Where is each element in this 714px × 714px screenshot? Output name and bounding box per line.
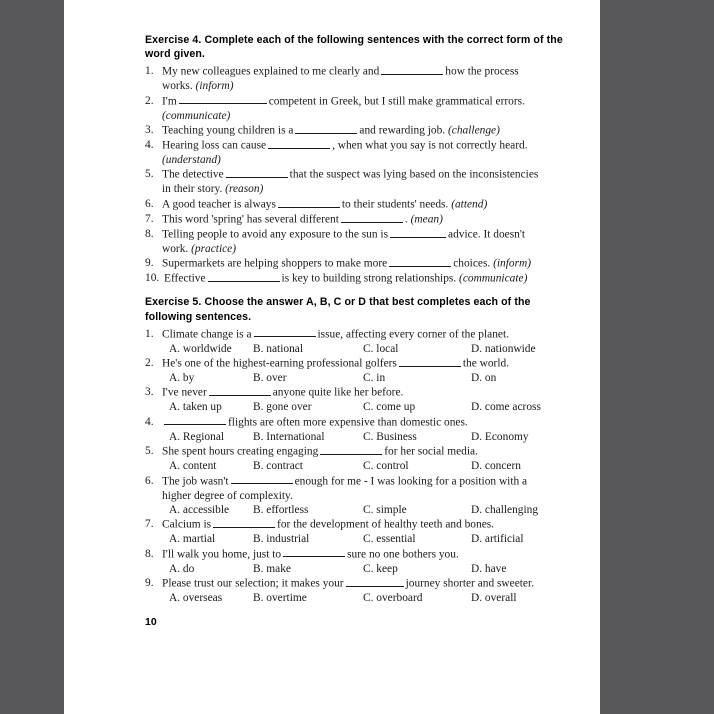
mc-question-item xyxy=(145,576,579,591)
answer-blank[interactable] xyxy=(295,123,357,134)
question-number: 3. xyxy=(145,123,154,136)
mc-option-d[interactable]: D. have xyxy=(471,562,507,575)
question-post: flights are often more expensive than domestic ones. xyxy=(228,416,468,429)
question-item xyxy=(145,212,579,227)
answer-blank[interactable] xyxy=(283,547,345,558)
question-item xyxy=(145,94,579,109)
mc-option-a[interactable]: A. martial xyxy=(169,533,216,546)
mc-option-b[interactable]: B. make xyxy=(253,562,291,575)
answer-blank[interactable] xyxy=(399,356,461,367)
mc-option-d[interactable]: D. concern xyxy=(471,460,521,473)
mc-options-row xyxy=(169,459,579,473)
question-post: , when what you say is not correctly heard. xyxy=(332,139,528,152)
question-pre: Please trust our selection; it makes your xyxy=(162,577,344,590)
answer-blank[interactable] xyxy=(213,517,275,528)
mc-option-c[interactable]: C. simple xyxy=(363,504,407,517)
question-pre: Supermarkets are helping shoppers to make more xyxy=(162,258,388,271)
question-post: the world. xyxy=(462,357,510,370)
question-pre: Telling people to avoid any exposure to the sun is xyxy=(162,228,389,241)
question-item xyxy=(145,138,579,153)
mc-option-c[interactable]: C. Business xyxy=(363,430,417,443)
mc-question-item xyxy=(145,517,579,532)
mc-options-row xyxy=(169,562,579,576)
question-post: how the process xyxy=(445,65,519,78)
question-text xyxy=(162,385,579,400)
question-number: 2. xyxy=(145,356,154,369)
question-number: 1. xyxy=(145,327,154,340)
page-number: 10 xyxy=(145,615,157,628)
question-text xyxy=(162,64,579,79)
question-post: to their students' needs. xyxy=(341,198,449,211)
answer-blank[interactable] xyxy=(164,415,226,426)
question-number: 6. xyxy=(145,197,154,210)
question-post: and rewarding job. xyxy=(359,124,446,137)
mc-option-d[interactable]: D. overall xyxy=(471,592,517,605)
question-pre: She spent hours creating engaging xyxy=(162,445,319,458)
mc-question-item xyxy=(145,547,579,562)
mc-option-b[interactable]: B. industrial xyxy=(253,533,310,546)
mc-options-row xyxy=(169,400,579,414)
mc-option-c[interactable]: C. local xyxy=(363,342,399,355)
right-margin-shade xyxy=(600,0,714,714)
answer-blank[interactable] xyxy=(381,64,443,75)
word-hint: (communicate) xyxy=(162,109,231,122)
question-post: enough for me - I was looking for a position with a xyxy=(294,475,528,488)
word-hint: (challenge) xyxy=(448,124,500,137)
mc-option-d[interactable]: D. on xyxy=(471,372,497,385)
question-number: 4. xyxy=(145,415,154,428)
question-wrapped-line: works. (inform) xyxy=(162,80,234,93)
mc-option-b[interactable]: B. national xyxy=(253,342,303,355)
word-hint: (reason) xyxy=(225,183,264,196)
word-hint: (inform) xyxy=(493,258,532,271)
mc-question-item xyxy=(145,474,579,489)
question-post: is key to building strong relationships. xyxy=(281,273,457,286)
question-pre: Climate change is a xyxy=(162,328,252,341)
mc-option-d[interactable]: D. challenging xyxy=(471,504,539,517)
mc-option-b[interactable]: B. contract xyxy=(253,460,303,473)
question-pre: This word 'spring' has several different xyxy=(162,213,339,226)
question-item xyxy=(145,227,579,242)
mc-option-a[interactable]: A. taken up xyxy=(169,401,222,414)
question-post: . xyxy=(404,213,408,226)
question-post: that the suspect was lying based on the inconsistencies xyxy=(289,169,539,182)
question-pre: The detective xyxy=(162,169,224,182)
question-text xyxy=(162,576,579,591)
answer-blank[interactable] xyxy=(179,94,267,105)
question-item xyxy=(145,271,579,286)
question-wrapped-line: higher degree of complexity. xyxy=(162,489,293,502)
question-post: choices. xyxy=(453,258,491,271)
mc-question-item xyxy=(145,444,579,459)
mc-question-item xyxy=(145,385,579,400)
question-pre: I've never xyxy=(162,387,207,400)
answer-blank[interactable] xyxy=(346,576,404,587)
question-text xyxy=(162,94,579,109)
mc-option-c[interactable]: C. in xyxy=(363,372,386,385)
page-content xyxy=(145,33,579,629)
mc-option-b[interactable]: B. over xyxy=(253,372,287,385)
answer-blank[interactable] xyxy=(268,138,330,149)
question-number: 9. xyxy=(145,257,154,270)
mc-option-c[interactable]: C. overboard xyxy=(363,592,423,605)
question-text xyxy=(164,271,579,286)
question-text xyxy=(162,212,579,227)
mc-option-b[interactable]: B. effortless xyxy=(253,504,309,517)
question-number: 2. xyxy=(145,94,154,107)
answer-blank[interactable] xyxy=(209,385,271,396)
question-pre: He's one of the highest-earning professional golfers xyxy=(162,357,397,370)
mc-option-b[interactable]: B. overtime xyxy=(253,592,307,605)
mc-option-a[interactable]: A. do xyxy=(169,562,195,575)
question-text xyxy=(162,547,579,562)
word-hint: (communicate) xyxy=(459,273,528,286)
question-number: 5. xyxy=(145,445,154,458)
mc-option-b[interactable]: B. gone over xyxy=(253,401,312,414)
question-text xyxy=(162,167,579,182)
answer-blank[interactable] xyxy=(341,212,403,223)
question-text xyxy=(162,474,579,489)
question-number: 10. xyxy=(145,272,160,285)
question-wrapped-line xyxy=(162,153,579,167)
question-text xyxy=(162,517,579,532)
question-post: competent in Greek, but I still make grammatical errors. xyxy=(268,95,525,108)
mc-option-c[interactable]: C. come up xyxy=(363,401,416,414)
mc-options-row xyxy=(169,371,579,385)
answer-blank[interactable] xyxy=(226,167,288,178)
question-text xyxy=(162,227,579,242)
question-item xyxy=(145,197,579,212)
question-number: 4. xyxy=(145,139,154,152)
word-hint: (understand) xyxy=(162,154,221,167)
question-wrapped-line: in their story. (reason) xyxy=(162,183,264,196)
mc-option-a[interactable]: A. accessible xyxy=(169,504,230,517)
question-item xyxy=(145,167,579,182)
question-text xyxy=(162,197,579,212)
answer-blank[interactable] xyxy=(208,271,280,282)
mc-option-d[interactable]: D. artificial xyxy=(471,533,524,546)
question-pre: Effective xyxy=(164,273,206,286)
question-number: 1. xyxy=(145,65,154,78)
question-number: 9. xyxy=(145,577,154,590)
mc-question-item xyxy=(145,415,579,430)
question-text xyxy=(162,123,579,138)
mc-options-row xyxy=(169,342,579,356)
question-post: journey shorter and sweeter. xyxy=(405,577,534,590)
word-hint: (practice) xyxy=(191,242,237,255)
mc-option-a[interactable]: A. worldwide xyxy=(169,342,232,355)
mc-option-a[interactable]: A. by xyxy=(169,372,195,385)
mc-options-row xyxy=(169,591,579,605)
mc-option-b[interactable]: B. International xyxy=(253,430,325,443)
question-item xyxy=(145,64,579,79)
mc-question-item xyxy=(145,356,579,371)
question-pre: I'll walk you home, just to xyxy=(162,548,282,561)
question-pre: My new colleagues explained to me clearly and xyxy=(162,65,380,78)
question-post: sure no one bothers you. xyxy=(347,548,459,561)
mc-option-d[interactable]: D. nationwide xyxy=(471,342,536,355)
answer-blank[interactable] xyxy=(320,444,382,455)
exercise-5-heading: Exercise 5. Choose the answer A, B, C or D that best completes each of the following sentences. xyxy=(145,296,531,323)
question-number: 8. xyxy=(145,227,154,240)
question-wrapped-line: work. (practice) xyxy=(162,242,237,255)
question-text xyxy=(162,327,579,342)
mc-option-d[interactable]: D. Economy xyxy=(471,430,529,443)
mc-option-c[interactable]: C. keep xyxy=(363,562,398,575)
question-number: 5. xyxy=(145,168,154,181)
question-text xyxy=(162,444,579,459)
question-item xyxy=(145,256,579,271)
question-post: for the development of healthy teeth and bones. xyxy=(277,519,495,532)
mc-option-d[interactable]: D. come across xyxy=(471,401,541,414)
question-number: 3. xyxy=(145,386,154,399)
answer-blank[interactable] xyxy=(231,474,293,485)
question-pre: Teaching young children is a xyxy=(162,124,294,137)
question-post: for her social media. xyxy=(384,445,478,458)
mc-options-row xyxy=(169,430,579,444)
mc-question-item xyxy=(145,327,579,342)
answer-blank[interactable] xyxy=(389,256,451,267)
question-number: 8. xyxy=(145,547,154,560)
mc-option-c[interactable]: C. control xyxy=(363,460,409,473)
question-text xyxy=(162,415,579,430)
word-hint: (mean) xyxy=(410,213,443,226)
mc-option-a[interactable]: A. overseas xyxy=(169,592,223,605)
page-sheet xyxy=(123,0,600,714)
mc-options-row xyxy=(169,532,579,546)
question-wrapped-line xyxy=(162,109,579,123)
mc-options-row xyxy=(169,503,579,517)
word-hint: (attend) xyxy=(451,198,488,211)
mc-option-a[interactable]: A. content xyxy=(169,460,217,473)
answer-blank[interactable] xyxy=(278,197,340,208)
exercise-4-heading: Exercise 4. Complete each of the following sentences with the correct form of the word given. xyxy=(145,34,563,61)
question-text xyxy=(162,356,579,371)
left-page-gap xyxy=(64,0,123,714)
mc-option-c[interactable]: C. essential xyxy=(363,533,416,546)
question-post: issue, affecting every corner of the planet. xyxy=(317,328,509,341)
question-item xyxy=(145,123,579,138)
answer-blank[interactable] xyxy=(390,227,446,238)
answer-blank[interactable] xyxy=(254,327,316,338)
word-hint: (inform) xyxy=(195,80,234,93)
question-number: 7. xyxy=(145,212,154,225)
question-post: advice. It doesn't xyxy=(448,228,526,241)
question-text xyxy=(162,138,579,153)
question-pre: A good teacher is always xyxy=(162,198,276,211)
question-pre: I'm xyxy=(162,95,177,108)
question-post: anyone quite like her before. xyxy=(272,387,404,400)
question-number: 7. xyxy=(145,518,154,531)
question-number: 6. xyxy=(145,474,154,487)
question-pre: Calcium is xyxy=(162,519,212,532)
left-margin-shade xyxy=(0,0,64,714)
question-pre: Hearing loss can cause xyxy=(162,139,267,152)
mc-option-a[interactable]: A. Regional xyxy=(169,430,225,443)
question-pre: The job wasn't xyxy=(162,475,229,488)
question-text xyxy=(162,256,579,271)
